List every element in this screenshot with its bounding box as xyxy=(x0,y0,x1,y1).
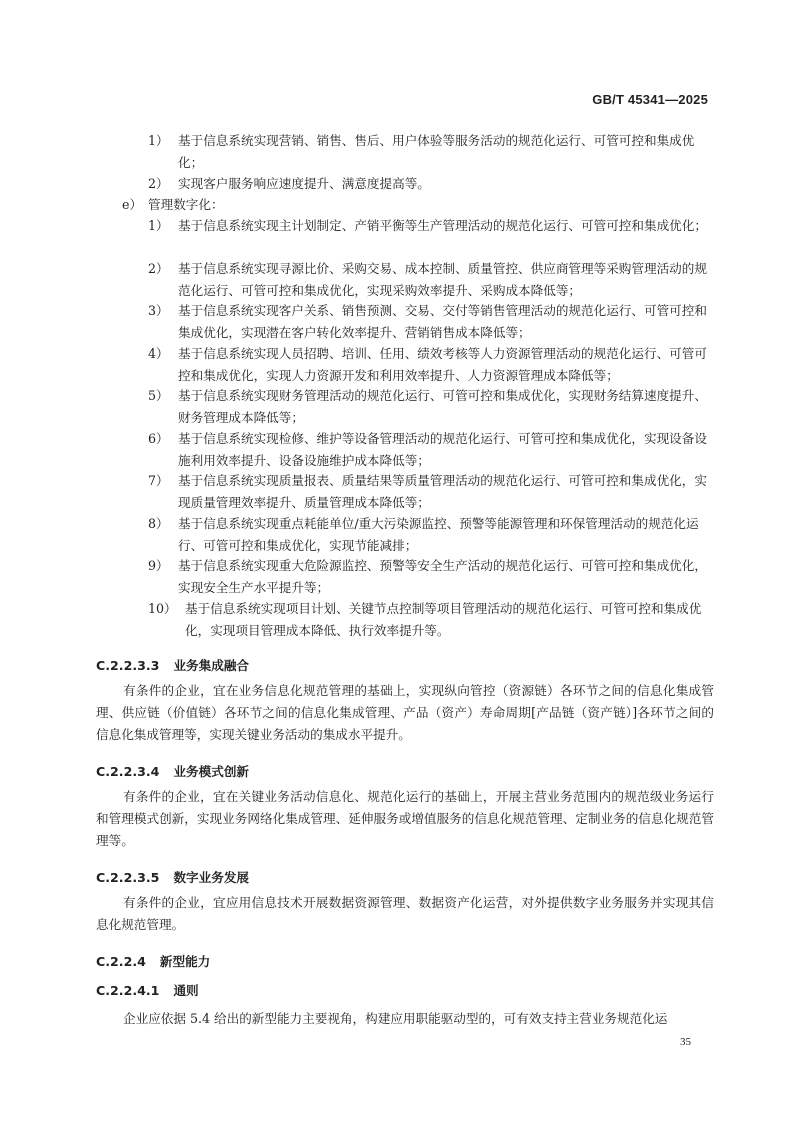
list-item-number: 10） xyxy=(148,601,177,616)
page-number: 35 xyxy=(680,1036,691,1048)
list-item-number: 4） xyxy=(148,346,169,361)
section-heading xyxy=(96,867,249,886)
list-item-number: 5） xyxy=(148,388,169,403)
section-title: 通则 xyxy=(173,983,199,998)
list-item-text: 基于信息系统实现客户关系、销售预测、交易、交付等销售管理活动的规范化运行、可管可控和集成优化，实现潜在客户转化效率提升、营销销售成本降低等； xyxy=(178,303,707,340)
list-item xyxy=(148,470,714,514)
section-paragraph: 有条件的企业，宜在关键业务活动信息化、规范化运行的基础上，开展主营业务范围内的规范级业务运行和管理模式创新，实现业务网络化集成管理、延伸服务或增值服务的信息化规范管理、定制业务的信息化规范管理等。 xyxy=(96,789,714,848)
list-item xyxy=(148,385,714,429)
list-item-text: 基于信息系统实现主计划制定、产销平衡等生产管理活动的规范化运行、可管可控和集成优化； xyxy=(178,218,707,233)
list-item-number: 2） xyxy=(148,176,169,191)
list-item-number: 6） xyxy=(148,431,169,446)
list-item xyxy=(148,215,714,237)
list-item xyxy=(148,258,714,302)
list-item-number: 1） xyxy=(148,218,169,233)
section-number: C.2.2.3.4 xyxy=(96,764,160,779)
section-heading xyxy=(96,951,210,970)
standard-number: GB/T 45341—2025 xyxy=(592,92,708,107)
section-number: C.2.2.4 xyxy=(96,954,146,969)
section-heading xyxy=(96,980,199,999)
section-paragraph: 有条件的企业，宜应用信息技术开展数据资源管理、数据资产化运营，对外提供数字业务服务并实现其信息化规范管理。 xyxy=(96,895,714,932)
list-item-text: 基于信息系统实现营销、销售、售后、用户体验等服务活动的规范化运行、可管可控和集成优化； xyxy=(178,133,695,170)
list-item-text: 基于信息系统实现重点耗能单位/重大污染源监控、预警等能源管理和环保管理活动的规范化运行、可管可控和集成优化，实现节能减排； xyxy=(178,516,699,553)
list-item-number: 1） xyxy=(148,133,169,148)
section-title: 业务模式创新 xyxy=(173,764,249,779)
list-item xyxy=(148,555,714,599)
section-number: C.2.2.4.1 xyxy=(96,983,160,998)
section-paragraph: 企业应依据 5.4 给出的新型能力主要视角，构建应用职能驱动型的，可有效支持主营业务规范化运 xyxy=(123,1011,668,1026)
list-item-number: e） xyxy=(122,197,143,212)
list-item-number: 8） xyxy=(148,516,169,531)
section-heading xyxy=(96,655,249,674)
list-item xyxy=(148,428,714,472)
list-item-text: 基于信息系统实现人员招聘、培训、任用、绩效考核等人力资源管理活动的规范化运行、可管可控和集成优化，实现人力资源开发和利用效率提升、人力资源管理成本降低等； xyxy=(178,346,707,383)
list-item xyxy=(148,513,714,557)
list-item-number: 9） xyxy=(148,558,169,573)
list-item-number: 7） xyxy=(148,473,169,488)
list-item xyxy=(148,598,714,642)
list-item xyxy=(148,130,714,174)
section-heading xyxy=(96,761,249,780)
section-title: 新型能力 xyxy=(159,954,211,969)
section-number: C.2.2.3.3 xyxy=(96,658,160,673)
list-item xyxy=(148,343,714,387)
section-paragraph: 有条件的企业，宜在业务信息化规范管理的基础上，实现纵向管控（资源链）各环节之间的信息化集成管理、供应链（价值链）各环节之间的信息化集成管理、产品（资产）寿命周期[产品链（资产链）]各环节之间的信息化集成管理等，实现关键业务活动的集成水平提升。 xyxy=(96,683,714,742)
list-item-text: 基于信息系统实现项目计划、关键节点控制等项目管理活动的规范化运行、可管可控和集成优化，实现项目管理成本降低、执行效率提升等。 xyxy=(185,601,702,638)
list-item-text: 基于信息系统实现寻源比价、采购交易、成本控制、质量管控、供应商管理等采购管理活动的规范化运行、可管可控和集成优化，实现采购效率提升、采购成本降低等； xyxy=(178,261,707,298)
list-item xyxy=(148,173,714,195)
list-item-e xyxy=(122,194,224,216)
list-item-text: 基于信息系统实现检修、维护等设备管理活动的规范化运行、可管可控和集成优化，实现设备设施利用效率提升、设备设施维护成本降低等； xyxy=(178,431,707,468)
list-item-text: 基于信息系统实现重大危险源监控、预警等安全生产活动的规范化运行、可管可控和集成优化，实现安全生产水平提升等； xyxy=(178,558,707,595)
list-item-text: 管理数字化： xyxy=(148,197,224,212)
list-item xyxy=(148,300,714,344)
section-title: 业务集成融合 xyxy=(173,658,249,673)
list-item-text: 基于信息系统实现财务管理活动的规范化运行、可管可控和集成优化，实现财务结算速度提升、财务管理成本降低等； xyxy=(178,388,707,425)
list-item-number: 2） xyxy=(148,261,169,276)
list-item-text: 基于信息系统实现质量报表、质量结果等质量管理活动的规范化运行、可管可控和集成优化，实现质量管理效率提升、质量管理成本降低等； xyxy=(178,473,707,510)
list-item-number: 3） xyxy=(148,303,169,318)
section-title: 数字业务发展 xyxy=(173,870,249,885)
list-item-text: 实现客户服务响应速度提升、满意度提高等。 xyxy=(178,176,430,191)
section-number: C.2.2.3.5 xyxy=(96,870,160,885)
